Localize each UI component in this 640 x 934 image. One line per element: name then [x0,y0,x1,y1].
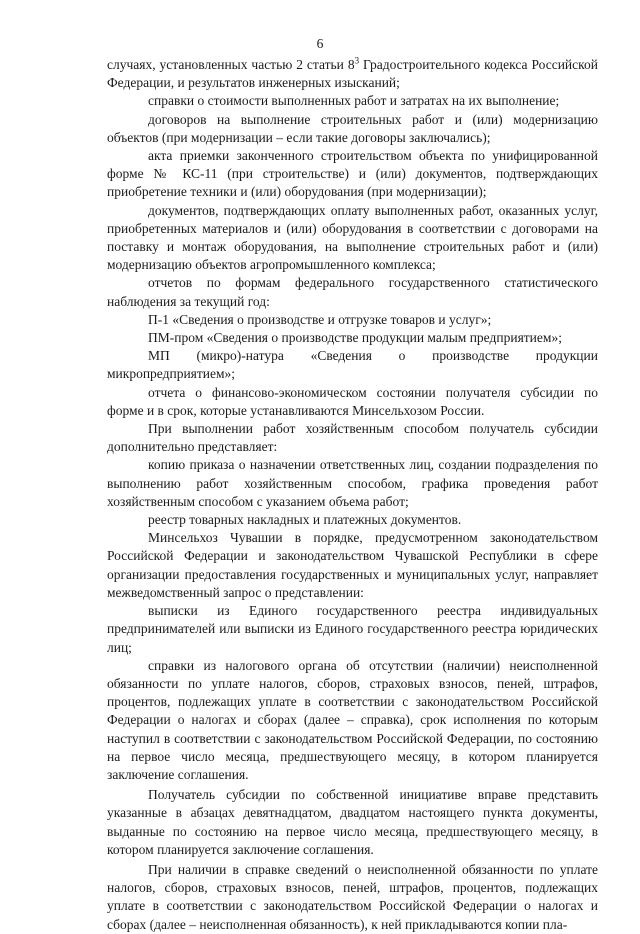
paragraph: копию приказа о назначении ответственных лиц, создании подразделения по выполнению работ хозяйственным способом, графика проведения работ хозяйственным способом с указанием объема работ; [107,457,598,509]
page-number: 6 [316,36,324,51]
paragraph-text: случаях, установленных частью 2 статьи 8 [107,57,355,72]
paragraph: справки о стоимости выполненных работ и затратах на их выполнение; [148,93,560,109]
paragraph: документов, подтверждающих оплату выполненных работ, оказанных услуг, приобретенных материалов и (или) оборудования в соответствии с договорами на поставку и монтаж оборудования, на выполнение строительных работ и (или) модернизацию объектов агропромышленного комплекса; [107,202,598,273]
paragraph: При выполнении работ хозяйственным способом получатель субсидии дополнительно представляет: [107,421,598,455]
paragraph: справки из налогового органа об отсутствии (наличии) неисполненной обязанности по уплате налогов, сборов, страховых взносов, пеней, штрафов, процентов, подлежащих уплате в соответствии с законодательством Российской Федерации о налогах и сборах (далее – справка), срок исполнения по которым наступил в соответствии с законодательством Российской Федерации, по состоянию на первое число месяца, предшествующего месяцу, в котором планируется заключение соглашения. [107,657,598,782]
paragraph-continuation [107,56,598,92]
paragraph: акта приемки законченного строительством объекта по унифицированной форме № КС-11 (при строительстве) и (или) документов, подтверждающих приобретение техники и (или) оборудования (при модернизации); [107,148,598,200]
paragraph-text: Градостроительного кодекса Российской Федерации, и результатов инженерных изысканий; [107,57,598,91]
paragraph: П-1 «Сведения о производстве и отгрузке товаров и услуг»; [148,311,492,327]
paragraph: Получатель субсидии по собственной инициативе вправе представить указанные в абзацах девятнадцатом, двадцатом настоящего пункта документы, выданные по состоянию на первое число месяца, предшествующего месяцу, в котором планируется заключение соглашения. [107,787,598,857]
superscript: 3 [354,55,360,66]
paragraph: Минсельхоз Чувашии в порядке, предусмотренном законодательством Российской Федерации и законодательством Чувашской Республики в сфере организации предоставления государственных и муниципальных услуг, направляет межведомственный запрос о представлении: [107,530,598,600]
paragraph: При наличии в справке сведений о неисполненной обязанности по уплате налогов, сборов, страховых взносов, пеней, штрафов, процентов, подлежащих уплате в соответствии с законодательством Российской Федерации о налогах и сборах (далее – неисполненная обязанность), к ней прикладываются копии пла- [107,861,598,932]
paragraph: отчета о финансово-экономическом состоянии получателя субсидии по форме и в срок, которые устанавливаются Минсельхозом России. [107,384,598,418]
paragraph: отчетов по формам федерального государственного статистического наблюдения за текущий год: [107,275,598,309]
paragraph: ПМ-пром «Сведения о производстве продукции малым предприятием»; [148,330,562,346]
paragraph: МП (микро)-натура «Сведения о производстве продукции микропредприятием»; [107,348,598,382]
document-body [107,56,598,934]
paragraph: реестр товарных накладных и платежных документов. [148,512,462,528]
paragraph: договоров на выполнение строительных работ и (или) модернизацию объектов (при модернизации – если такие договоры заключались); [107,111,598,145]
paragraph: выписки из Единого государственного реестра индивидуальных предпринимателей или выписки из Единого государственного реестра юридических лиц; [107,603,598,655]
